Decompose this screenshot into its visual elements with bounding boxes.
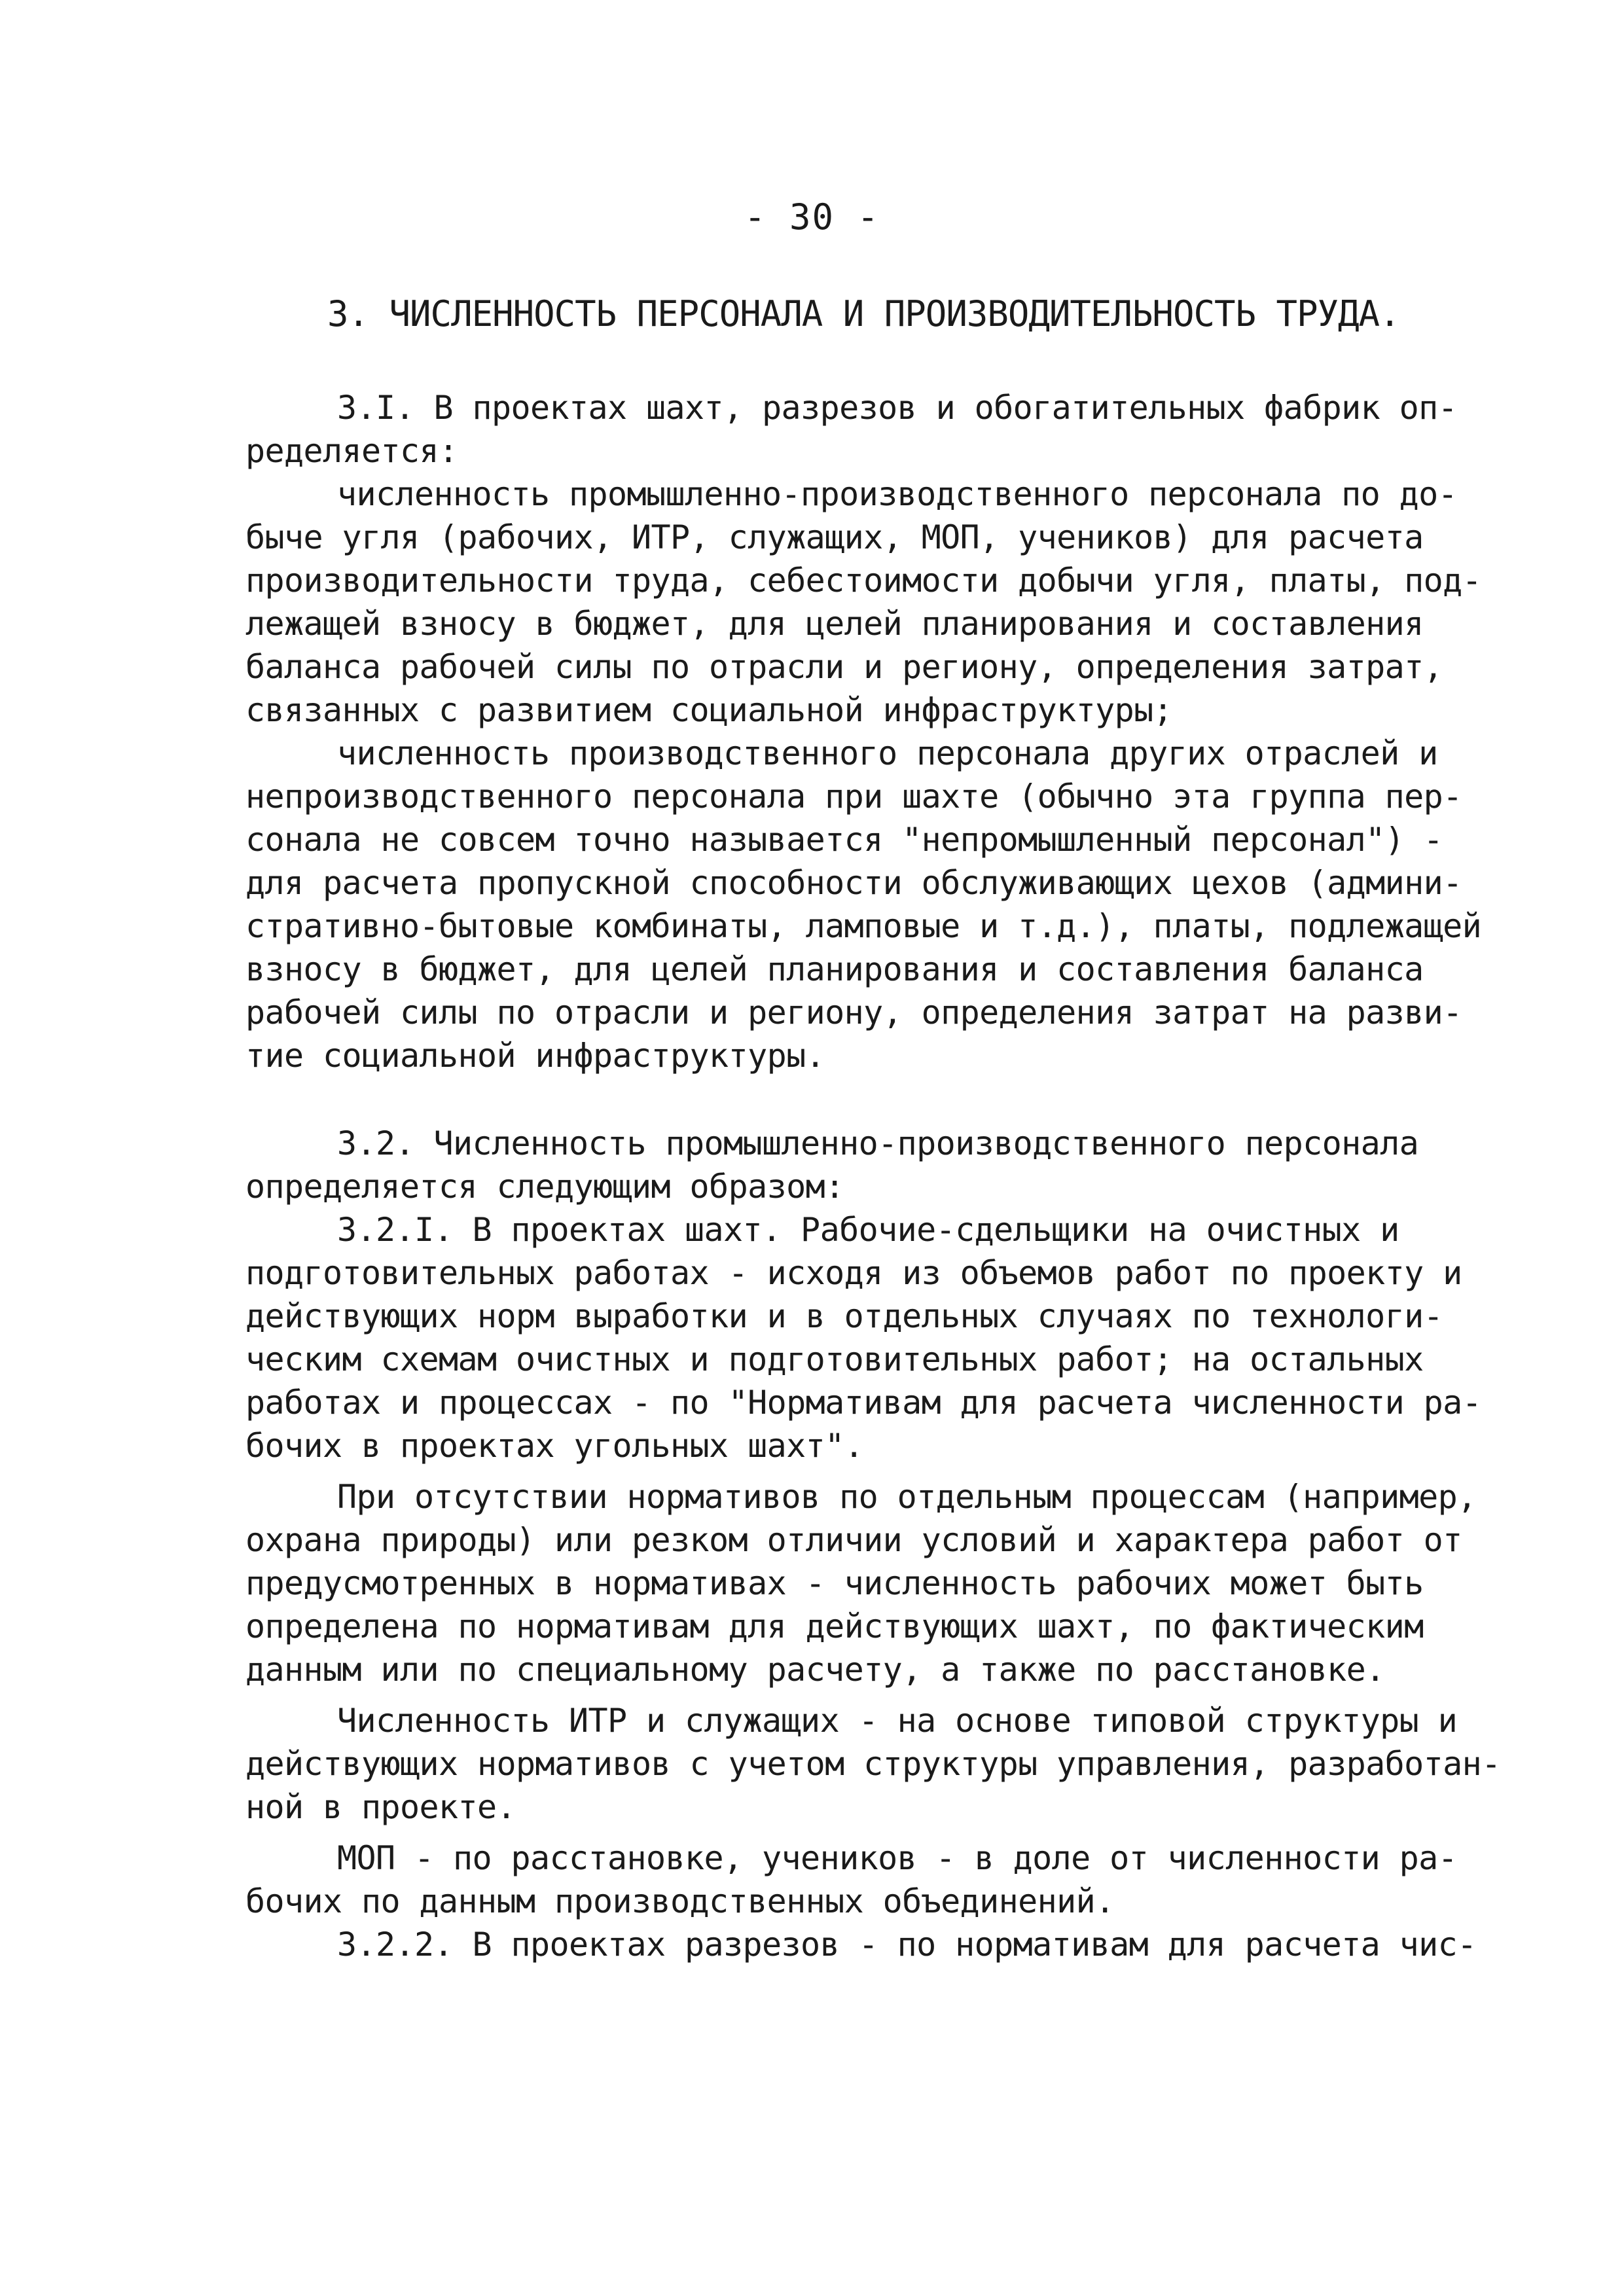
text-line: предусмотренных в нормативах - численность рабочих может быть: [245, 1564, 1424, 1602]
text-line: бочих по данным производственных объединений.: [245, 1882, 1115, 1920]
text-line: При отсутствии нормативов по отдельным процессам (например,: [337, 1478, 1477, 1516]
text-line: стративно-бытовые комбинаты, ламповые и т.д.), платы, подлежащей: [245, 907, 1482, 945]
text-line: связанных с развитием социальной инфраструктуры;: [245, 691, 1173, 729]
page-number: - 30 -: [744, 196, 880, 238]
text-line: Численность ИТР и служащих - на основе типовой структуры и: [337, 1702, 1458, 1740]
text-line: 3.2.2. В проектах разрезов - по нормативам для расчета чис-: [337, 1926, 1477, 1964]
text-line: действующих норм выработки и в отдельных случаях по технологи-: [245, 1297, 1443, 1335]
text-line: для расчета пропускной способности обслуживающих цехов (админи-: [245, 864, 1462, 902]
text-line: подготовительных работах - исходя из объемов работ по проекту и: [245, 1254, 1462, 1292]
text-line: быче угля (рабочих, ИТР, служащих, МОП, учеников) для расчета: [245, 518, 1424, 556]
text-line: определяется следующим образом:: [245, 1168, 844, 1206]
body-text: [245, 386, 1501, 1966]
section-title: 3. ЧИСЛЕННОСТЬ ПЕРСОНАЛА И ПРОИЗВОДИТЕЛЬНОСТЬ ТРУДА.: [327, 293, 1400, 334]
text-line: непроизводственного персонала при шахте (обычно эта группа пер-: [245, 778, 1462, 816]
paragraph-gap: [245, 1467, 1411, 1475]
text-line: рабочей силы по отрасли и региону, определения затрат на разви-: [245, 994, 1462, 1031]
text-line: 3.2.I. В проектах шахт. Рабочие-сдельщики на очистных и: [337, 1211, 1399, 1249]
text-line: 3.I. В проектах шахт, разрезов и обогатительных фабрик оп-: [337, 389, 1458, 427]
text-line: 3.2. Численность промышленно-производственного персонала: [337, 1124, 1419, 1162]
text-line: ределяется:: [245, 432, 458, 470]
text-line: баланса рабочей силы по отрасли и региону, определения затрат,: [245, 648, 1443, 686]
text-line: численность производственного персонала других отраслей и: [337, 734, 1438, 772]
text-line: ной в проекте.: [245, 1788, 516, 1826]
paragraph-gap: [245, 1077, 1411, 1122]
text-line: данным или по специальному расчету, а также по расстановке.: [245, 1651, 1385, 1689]
text-line: действующих нормативов с учетом структуры управления, разработан-: [245, 1745, 1501, 1783]
text-line: МОП - по расстановке, учеников - в доле от численности ра-: [337, 1839, 1458, 1877]
paragraph-gap: [245, 1691, 1411, 1699]
text-line: определена по нормативам для действующих шахт, по фактическим: [245, 1607, 1424, 1645]
text-line: численность промышленно-производственного персонала по до-: [337, 475, 1458, 513]
text-line: работах и процессах - по "Нормативам для расчета численности ра-: [245, 1384, 1482, 1422]
text-line: охрана природы) или резком отличии условий и характера работ от: [245, 1521, 1462, 1559]
text-line: взносу в бюджет, для целей планирования и составления баланса: [245, 950, 1424, 988]
paragraph-gap: [245, 1829, 1411, 1837]
text-line: тие социальной инфраструктуры.: [245, 1037, 825, 1075]
text-line: производительности труда, себестоимости добычи угля, платы, под-: [245, 562, 1482, 600]
text-line: сонала не совсем точно называется "непромышленный персонал") -: [245, 821, 1443, 859]
text-line: бочих в проектах угольных шахт".: [245, 1427, 864, 1465]
text-line: лежащей взносу в бюджет, для целей планирования и составления: [245, 605, 1424, 643]
text-line: ческим схемам очистных и подготовительных работ; на остальных: [245, 1340, 1424, 1378]
